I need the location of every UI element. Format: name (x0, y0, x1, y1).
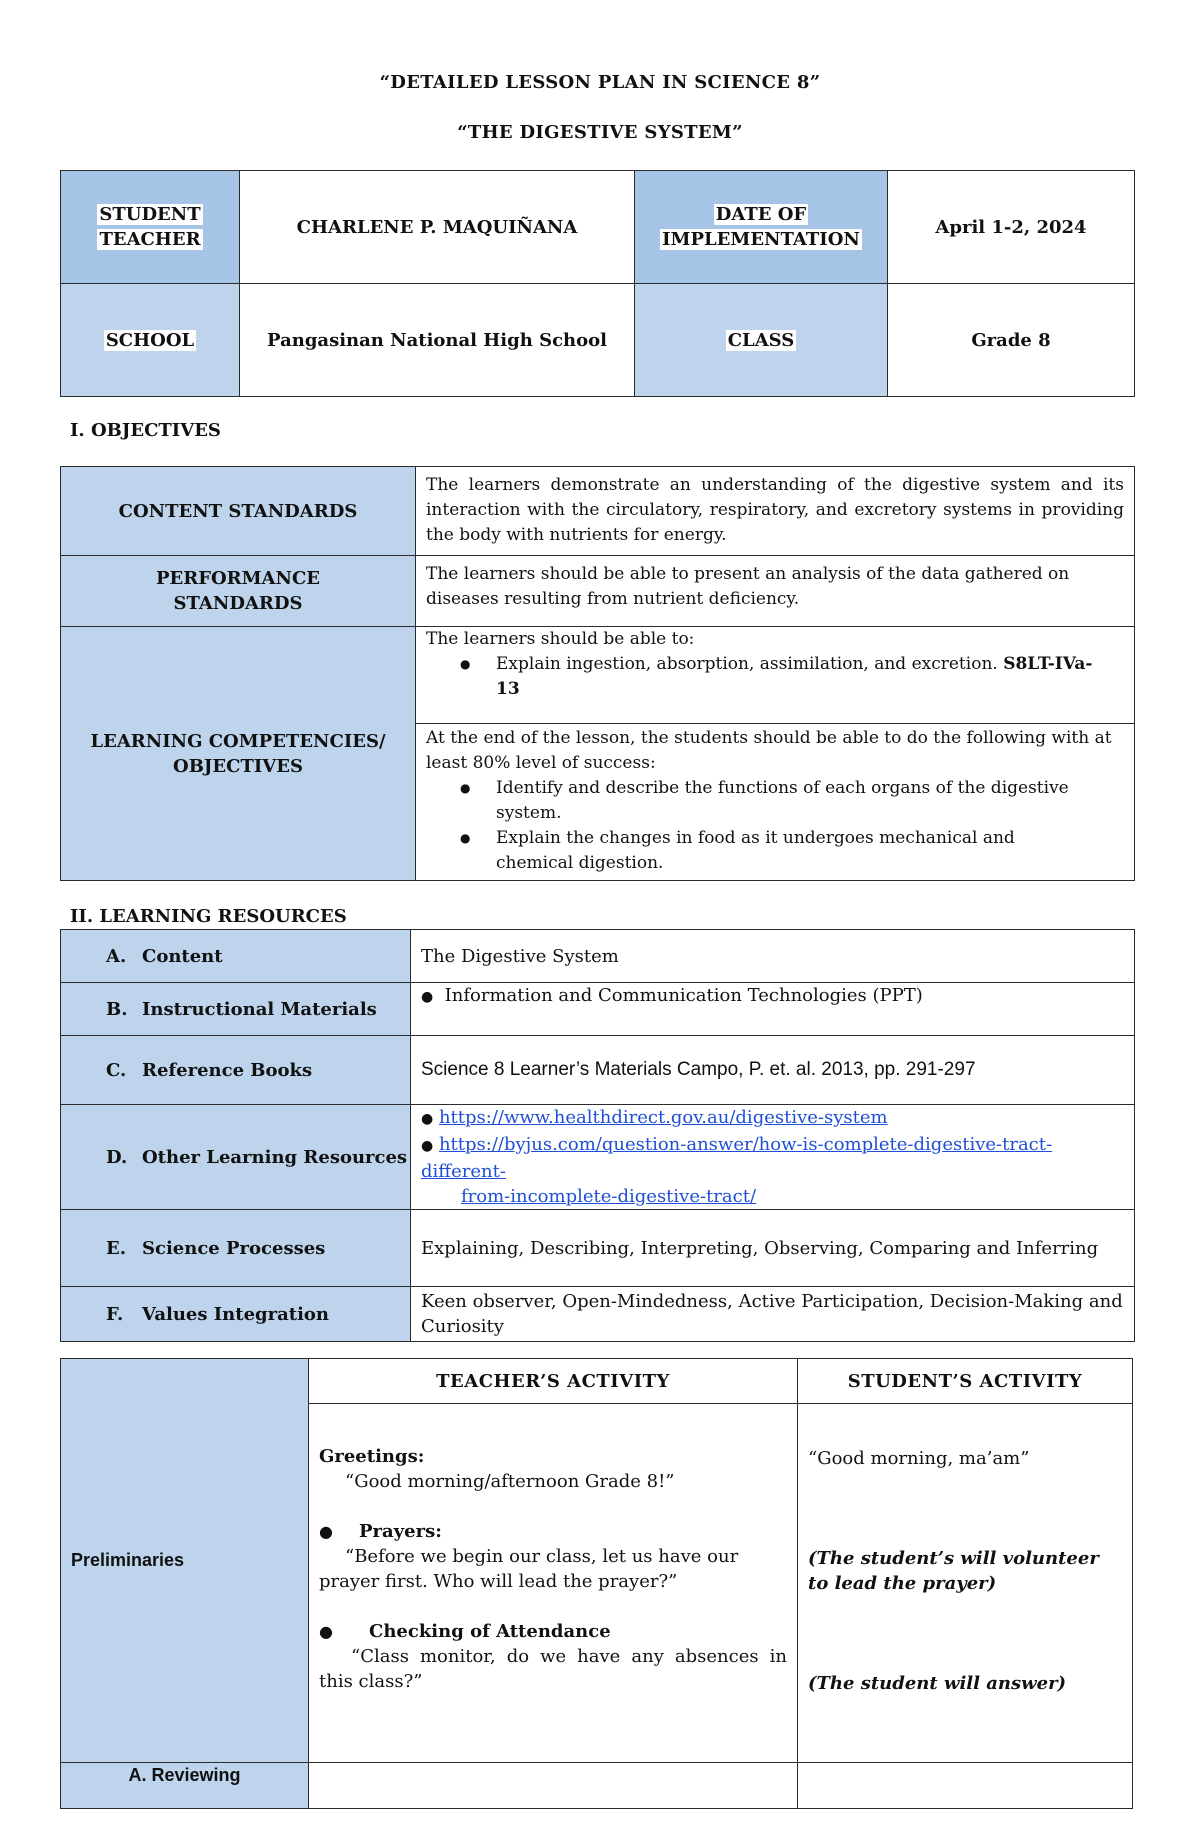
byjus-link[interactable]: https://byjus.com/question-answer/how-is-complete-digestive-tract-different- (421, 1134, 1053, 1182)
reviewing-label: A. Reviewing (61, 1763, 309, 1809)
teacher-activity-header: TEACHER’S ACTIVITY (309, 1359, 798, 1404)
resource-value-books: Science 8 Learner’s Materials Campo, P. et. al. 2013, pp. 291-297 (411, 1036, 1135, 1105)
student-prayer-response: (The student’s will volunteer to lead the prayer) (808, 1548, 1099, 1594)
lesson-info-table (60, 170, 1135, 397)
resource-label-books: C. Reference Books (61, 1036, 411, 1105)
resource-label-materials: B. Instructional Materials (61, 983, 411, 1036)
competencies-cell (416, 627, 1135, 724)
objectives-table (60, 466, 1135, 881)
performance-standards-label: PERFORMANCE STANDARDS (61, 556, 416, 627)
reviewing-teacher-cell (309, 1763, 798, 1809)
document-title: “DETAILED LESSON PLAN IN SCIENCE 8” (379, 72, 821, 93)
preliminaries-label: Preliminaries (61, 1359, 309, 1763)
competency-item: ● Explain ingestion, absorption, assimilation, and excretion. S8LT-IVa-13 (496, 652, 1104, 702)
date-value: April 1-2, 2024 (888, 171, 1135, 284)
competency-code: S8LT-IVa-13 (496, 654, 1093, 699)
student-answer-response: (The student will answer) (808, 1673, 1067, 1694)
attendance-text: “Class monitor, do we have any absences in this class?” (319, 1646, 787, 1692)
prayers-label: ● Prayers: (319, 1521, 442, 1542)
greetings-label: Greetings: (319, 1446, 425, 1467)
resource-value-content: The Digestive System (411, 930, 1135, 983)
activity-table (60, 1358, 1133, 1809)
byjus-link-continued[interactable]: from-incomplete-digestive-tract/ (461, 1186, 757, 1207)
school-label: SCHOOL (61, 284, 240, 397)
class-label: CLASS (635, 284, 888, 397)
prayers-text: “Before we begin our class, let us have our prayer first. Who will lead the prayer?” (319, 1546, 739, 1592)
objective-item: ● Identify and describe the functions of each organs of the digestive system. (496, 776, 1094, 826)
resource-label-processes: E. Science Processes (61, 1210, 411, 1287)
objective-item: ● Explain the changes in food as it undergoes mechanical and chemical digestion. (496, 826, 1094, 876)
student-teacher-label: STUDENT TEACHER (61, 171, 240, 284)
student-greeting: “Good morning, ma’am” (808, 1448, 1030, 1469)
resource-value-other: ● https://www.healthdirect.gov.au/digestive-system ● https://byjus.com/question-answer/how-is-complete-digestive-tract-different- from-incomplete-digestive-tract/ (411, 1105, 1135, 1210)
resource-label-values: F. Values Integration (61, 1287, 411, 1342)
competencies-label: LEARNING COMPETENCIES/ OBJECTIVES (61, 627, 416, 881)
student-activity-cell (798, 1404, 1133, 1763)
content-standards-label: CONTENT STANDARDS (61, 467, 416, 556)
resource-value-processes: Explaining, Describing, Interpreting, Observing, Comparing and Inferring (411, 1210, 1135, 1287)
competencies-intro: The learners should be able to: (426, 629, 695, 649)
class-value: Grade 8 (888, 284, 1135, 397)
healthdirect-link[interactable]: https://www.healthdirect.gov.au/digestive-system (438, 1107, 888, 1128)
resource-label-other: D. Other Learning Resources (61, 1105, 411, 1210)
greetings-text: “Good morning/afternoon Grade 8!” (345, 1471, 675, 1492)
date-label: DATE OF IMPLEMENTATION (635, 171, 888, 284)
reviewing-student-cell (798, 1763, 1133, 1809)
resources-heading: II. LEARNING RESOURCES (70, 906, 347, 927)
student-activity-header: STUDENT’S ACTIVITY (798, 1359, 1133, 1404)
resource-value-values: Keen observer, Open-Mindedness, Active Participation, Decision-Making and Curiosity (411, 1287, 1135, 1342)
objectives-cell (416, 724, 1135, 881)
objectives-heading: I. OBJECTIVES (70, 420, 221, 441)
performance-standards-text: The learners should be able to present an analysis of the data gathered on diseases resulting from nutrient deficiency. (416, 556, 1135, 627)
resource-value-materials: ● Information and Communication Technologies (PPT) (411, 983, 1135, 1036)
student-teacher-value: CHARLENE P. MAQUIÑANA (240, 171, 635, 284)
document-subtitle: “THE DIGESTIVE SYSTEM” (457, 122, 743, 143)
objectives-intro: At the end of the lesson, the students should be able to do the following with at least 80% level of success: (426, 728, 1112, 773)
attendance-label: ● Checking of Attendance (319, 1621, 611, 1642)
teacher-activity-cell (309, 1404, 798, 1763)
resource-label-content: A. Content (61, 930, 411, 983)
resources-table (60, 929, 1135, 1342)
content-standards-text: The learners demonstrate an understanding of the digestive system and its interaction with the circulatory, respiratory, and excretory systems in providing the body with nutrients for energy. (416, 467, 1135, 556)
school-value: Pangasinan National High School (240, 284, 635, 397)
